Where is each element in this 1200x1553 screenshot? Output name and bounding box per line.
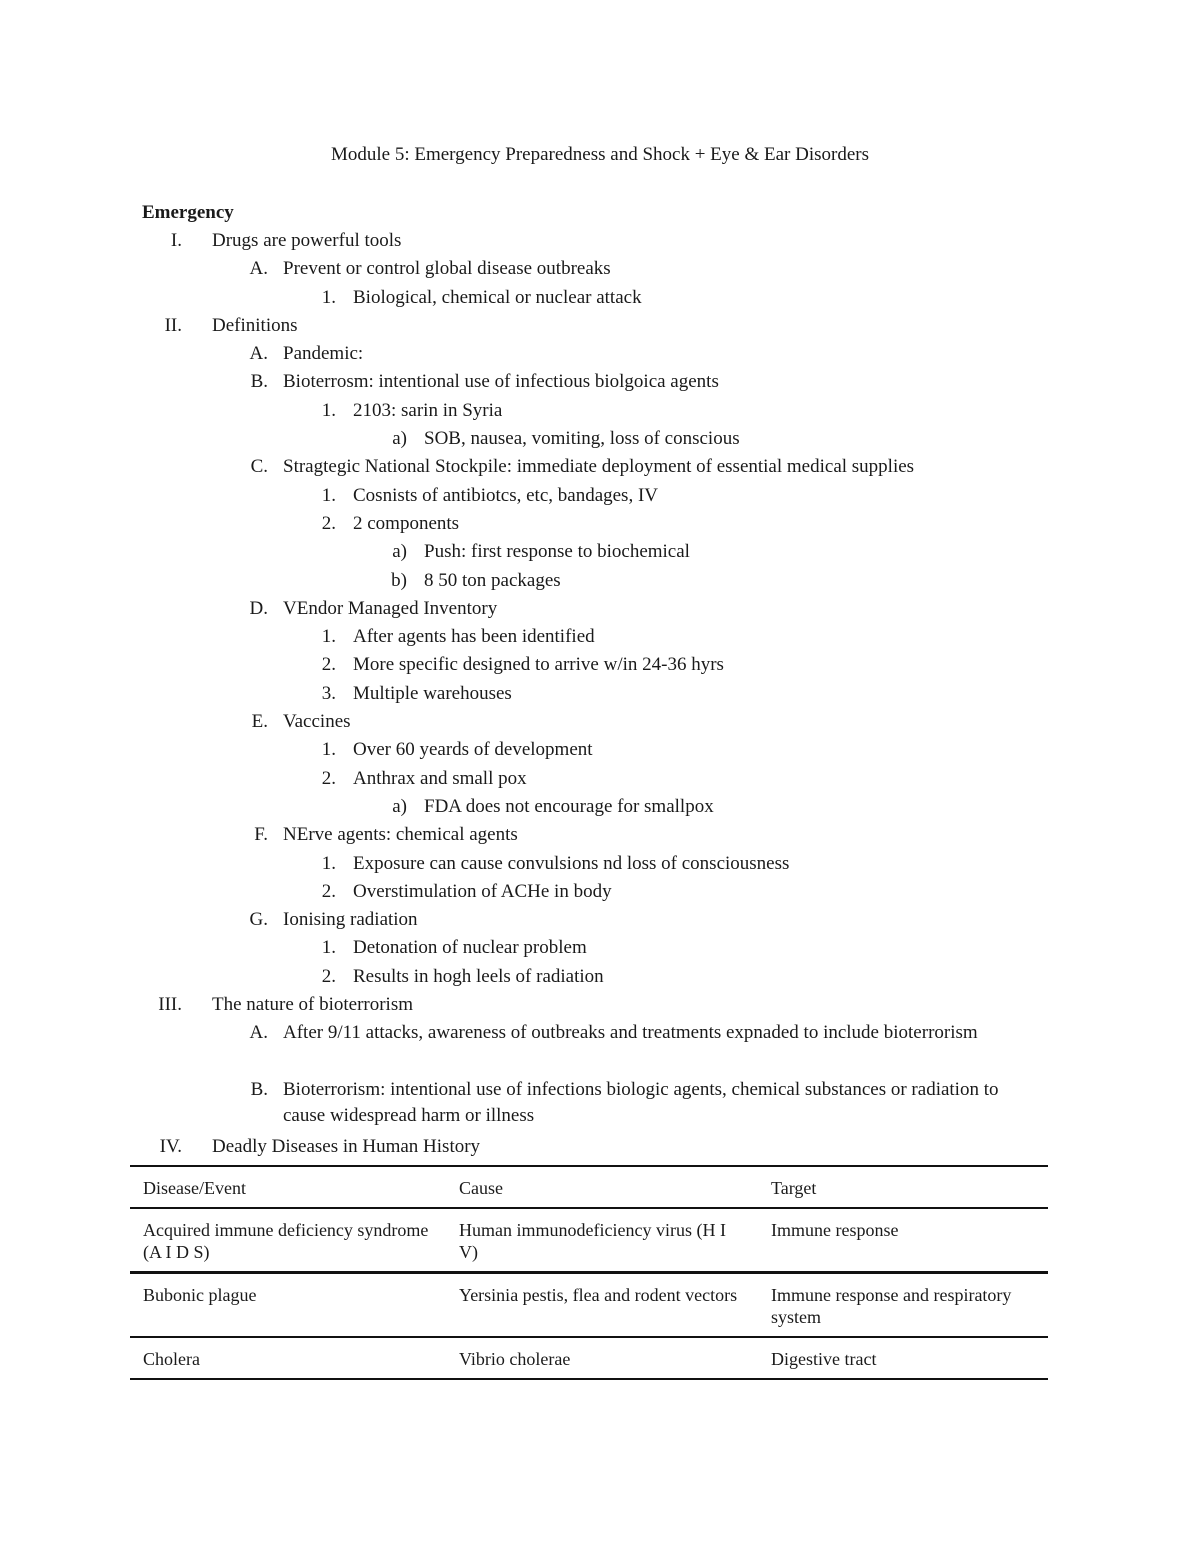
outline-list [0,228,1200,1162]
outline-marker: A. [249,1022,268,1044]
outline-item [0,652,1200,680]
outline-marker: I. [170,230,182,251]
outline-item [0,766,1200,794]
outline-marker: 1. [321,626,336,648]
outline-marker: III. [158,994,182,1016]
outline-marker: 1. [321,399,336,421]
outline-item [0,511,1200,539]
outline-text: Pandemic: [283,343,364,365]
table-cell: Cholera [130,1337,446,1379]
outline-item [0,1020,1200,1077]
outline-text: 8 50 ton packages [424,569,561,591]
outline-item [0,992,1200,1020]
outline-item [0,879,1200,907]
outline-marker: IV. [159,1135,182,1157]
outline-text: Detonation of nuclear problem [353,937,587,959]
outline-marker: 2. [321,654,336,676]
outline-item [0,737,1200,765]
deadly-diseases-table [130,1165,1048,1380]
outline-text: After 9/11 attacks, awareness of outbreaks and treatments expnaded to include bioterrorism [283,1022,978,1044]
outline-text: Anthrax and small pox [353,767,527,789]
outline-text: Stragtegic National Stockpile: immediate deployment of essential medical supplies [283,456,915,478]
outline-text: Push: first response to biochemical [424,541,690,563]
outline-marker: D. [249,597,268,619]
outline-marker: B. [250,1078,268,1100]
outline-item [0,539,1200,567]
outline-item [0,822,1200,850]
outline-item [0,1077,1200,1134]
outline-text: SOB, nausea, vomiting, loss of conscious [424,428,740,450]
outline-item [0,907,1200,935]
table-header-cell: Cause [446,1166,758,1208]
outline-text: After agents has been identified [353,626,595,648]
outline-marker: b) [391,569,407,591]
section-heading: Emergency [142,202,234,223]
outline-text: Bioterrosm: intentional use of infectious biolgoica agents [283,371,719,393]
outline-item [0,369,1200,397]
outline-marker: A. [249,258,268,280]
outline-marker: E. [251,711,268,733]
outline-marker: 1. [321,739,336,761]
outline-text: Bioterrorism: intentional use of infections biologic agents, chemical substances or radiation to cause widespread harm or illness [283,1078,999,1126]
outline-item [0,964,1200,992]
outline-item [0,483,1200,511]
outline-item [0,624,1200,652]
outline-marker: 1. [321,484,336,506]
outline-item [0,568,1200,596]
outline-item [0,454,1200,482]
outline-marker: F. [254,824,268,846]
outline-text: Exposure can cause convulsions nd loss of consciousness [353,852,790,874]
outline-text: Prevent or control global disease outbreaks [283,258,611,280]
outline-marker: B. [250,371,268,393]
outline-marker: 2. [321,767,336,789]
table-cell: Immune response [758,1208,1048,1273]
outline-item [0,794,1200,822]
outline-item [0,313,1200,341]
outline-marker: C. [250,456,268,478]
outline-marker: 2. [321,880,336,902]
outline-text: Biological, chemical or nuclear attack [353,286,642,308]
outline-text: Deadly Diseases in Human History [212,1135,481,1157]
outline-text: 2103: sarin in Syria [353,399,503,421]
outline-item [0,341,1200,369]
outline-text: Over 60 yeards of development [353,739,593,761]
table-cell: Acquired immune deficiency syndrome (A I D S) [130,1208,446,1273]
outline-text: 2 components [353,512,460,534]
table-cell: Yersinia pestis, flea and rodent vectors [446,1273,758,1338]
outline-text: Ionising radiation [283,909,418,931]
outline-text: Multiple warehouses [353,682,512,704]
outline-marker: a) [392,795,407,817]
outline-text: Vaccines [283,711,351,733]
outline-marker: 1. [321,286,336,308]
table-row [130,1208,1048,1273]
outline-marker: 3. [321,682,336,704]
outline-text: Cosnists of antibiotcs, etc, bandages, IV [353,484,659,506]
outline-item [0,228,1200,256]
outline-text: The nature of bioterrorism [212,994,414,1016]
outline-item [0,709,1200,737]
outline-item [0,285,1200,313]
table-cell: Human immunodeficiency virus (H I V) [446,1208,758,1273]
outline-text: NErve agents: chemical agents [283,824,518,846]
table-cell: Bubonic plague [130,1273,446,1338]
table-header-row [130,1166,1048,1208]
outline-item [0,681,1200,709]
outline-text: Drugs are powerful tools [212,230,402,251]
table-cell: Digestive tract [758,1337,1048,1379]
outline-marker: A. [249,343,268,365]
outline-marker: 2. [321,965,336,987]
table-header-cell: Target [758,1166,1048,1208]
outline-text: More specific designed to arrive w/in 24-36 hyrs [353,654,724,676]
table-cell: Immune response and respiratory system [758,1273,1048,1338]
outline-marker: II. [164,314,182,336]
outline-text: Results in hogh leels of radiation [353,965,604,987]
outline-item [0,256,1200,284]
outline-item [0,596,1200,624]
outline-item [0,935,1200,963]
outline-marker: 1. [321,937,336,959]
outline-text: VEndor Managed Inventory [283,597,498,619]
outline-item [0,851,1200,879]
outline-marker: G. [249,909,268,931]
outline-marker: 2. [321,512,336,534]
outline-marker: 1. [321,852,336,874]
outline-item [0,426,1200,454]
outline-text: FDA does not encourage for smallpox [424,795,714,817]
table-row [130,1337,1048,1379]
outline-item [0,398,1200,426]
table-cell: Vibrio cholerae [446,1337,758,1379]
document-title: Module 5: Emergency Preparedness and Shock + Eye & Ear Disorders [330,144,869,165]
table-row [130,1273,1048,1338]
outline-item [0,1134,1200,1162]
outline-text: Definitions [212,314,298,336]
outline-text: Overstimulation of ACHe in body [353,880,612,902]
outline-marker: a) [392,541,407,563]
table-header-cell: Disease/Event [130,1166,446,1208]
outline-marker: a) [392,428,407,450]
